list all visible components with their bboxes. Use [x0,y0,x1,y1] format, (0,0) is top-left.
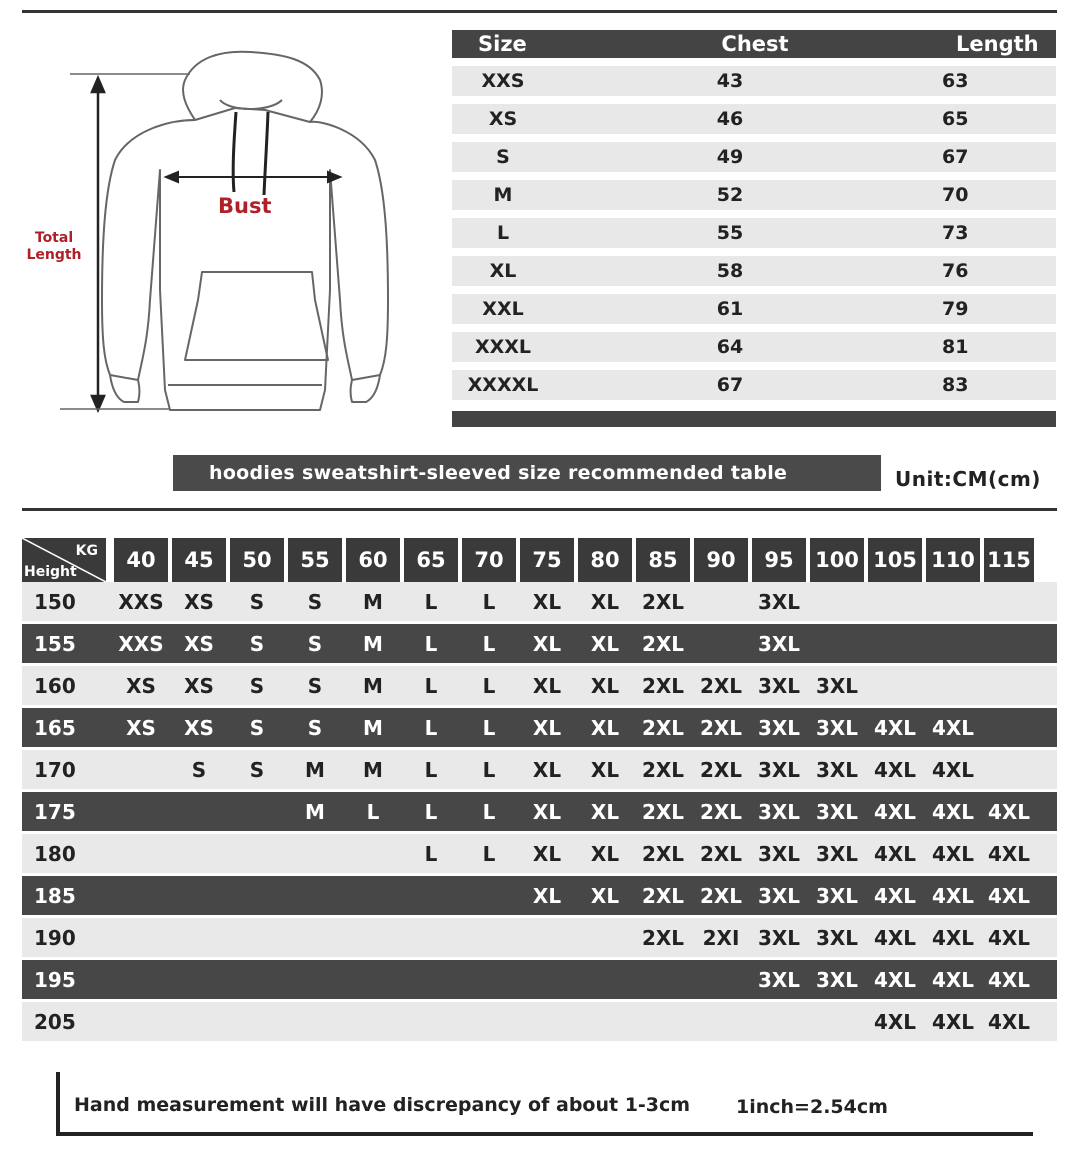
size-recommend-cell: 2XL [699,883,743,908]
weight-header-cell: 105 [868,538,922,582]
height-cell: 150 [34,589,76,614]
size-recommend-cell: 2XL [699,715,743,740]
size-recommend-cell: XL [590,841,620,866]
size-recommend-cell: L [424,631,438,656]
height-row [22,792,1057,831]
size-recommend-cell: S [307,589,323,614]
height-cell: 190 [34,925,76,950]
size-cell: XXXL [474,336,532,358]
size-recommend-cell: 4XL [931,715,975,740]
size-recommend-cell: L [482,841,496,866]
weight-header-cell: 45 [172,538,226,582]
size-recommend-cell: 2XL [641,757,685,782]
size-recommend-cell: 2XL [641,883,685,908]
size-recommend-cell: 3XL [757,757,801,782]
size-recommend-cell: XL [590,883,620,908]
size-recommend-cell: 4XL [873,841,917,866]
size-recommend-cell: XL [532,589,562,614]
chest-cell: 55 [716,222,744,244]
size-recommend-cell: L [482,589,496,614]
size-recommend-cell: 4XL [987,841,1031,866]
size-recommend-cell: 3XL [815,673,859,698]
size-recommend-cell: S [249,715,265,740]
weight-header-cell: 90 [694,538,748,582]
size-recommend-cell: XL [532,673,562,698]
size-recommend-cell: 4XL [931,925,975,950]
size-recommend-cell: S [307,673,323,698]
height-row [22,708,1057,747]
length-cell: 63 [942,70,969,92]
chest-cell: 43 [716,70,744,92]
size-cell: L [496,222,510,244]
size-recommend-cell: S [249,757,265,782]
size-recommend-cell: 2XL [641,589,685,614]
size-cell: XXXXL [467,374,539,396]
corner-height-label: Height [24,564,77,580]
size-recommend-cell: 3XL [815,757,859,782]
size-recommend-cell: 3XL [815,799,859,824]
size-recommend-cell: 3XL [757,967,801,992]
height-cell: 155 [34,631,76,656]
size-recommend-table [22,538,1057,1044]
size-chart-body [452,66,1056,400]
size-recommend-cell: 4XL [931,1009,975,1034]
size-recommend-cell: XL [590,631,620,656]
length-cell: 79 [942,298,969,320]
size-recommend-cell: S [249,589,265,614]
size-recommend-cell: 3XL [757,631,801,656]
size-recommend-cell: 2XL [641,799,685,824]
chest-cell: 58 [716,260,744,282]
inch-conversion-note: 1inch=2.54cm [736,1096,888,1118]
weight-header-cell: 70 [462,538,516,582]
size-chart-table [452,30,1056,427]
weight-header-cell: 115 [984,538,1034,582]
size-recommend-cell: L [424,757,438,782]
size-recommend-cell: S [249,673,265,698]
top-rule [22,10,1057,13]
length-cell: 65 [942,108,969,130]
size-recommend-cell: 4XL [873,715,917,740]
size-recommend-cell: 4XL [873,967,917,992]
weight-header-cell: 80 [578,538,632,582]
total-length-word-1: Total [34,230,74,246]
size-chart-header [452,30,1056,58]
size-recommend-cell: S [307,715,323,740]
size-recommend-cell: 3XL [815,841,859,866]
size-recommend-cell: L [424,589,438,614]
height-row [22,1002,1057,1041]
size-recommend-cell: 3XL [815,883,859,908]
size-recommend-cell: XL [532,883,562,908]
weight-header-cell: 60 [346,538,400,582]
bust-label: Bust [218,194,272,218]
weight-header-cell: 50 [230,538,284,582]
size-recommend-cell: L [366,799,380,824]
size-recommend-cell: XL [590,589,620,614]
size-chart-footer-bar [452,411,1056,427]
size-recommend-cell: XS [184,673,214,698]
size-recommend-cell: 3XL [815,715,859,740]
length-cell: 83 [942,374,969,396]
size-recommend-cell: L [482,631,496,656]
weight-header-cell: 65 [404,538,458,582]
size-recommend-cell: XL [590,757,620,782]
height-cell: 205 [34,1009,76,1034]
length-cell: 67 [942,146,969,168]
size-recommend-cell: XXS [118,589,164,614]
size-recommend-cell: 4XL [987,925,1031,950]
chest-cell: 52 [716,184,744,206]
size-recommend-cell: 4XL [931,799,975,824]
size-recommend-cell: XL [532,757,562,782]
height-cell: 160 [34,673,76,698]
size-cell: M [493,184,513,206]
height-cell: 165 [34,715,76,740]
size-recommend-cell: M [363,757,383,782]
recommend-table-banner: hoodies sweatshirt-sleeved size recommended table [173,455,881,491]
size-recommend-cell: L [482,715,496,740]
chest-cell: 46 [716,108,744,130]
size-recommend-cell: M [305,799,325,824]
height-cell: 195 [34,967,76,992]
weight-header-cell: 40 [114,538,168,582]
size-recommend-cell: 3XL [757,841,801,866]
size-recommend-cell: L [482,799,496,824]
size-row [452,370,1056,400]
size-cell: XXL [482,298,524,320]
size-recommend-cell: L [482,673,496,698]
corner-cell [22,538,106,582]
size-recommend-cell: XL [532,715,562,740]
size-recommend-cell: 3XL [757,799,801,824]
size-recommend-cell: L [424,715,438,740]
size-recommend-cell: 3XL [757,883,801,908]
size-recommend-cell: L [482,757,496,782]
recommend-body [22,582,1057,1041]
size-recommend-cell: 4XL [873,925,917,950]
chest-cell: 49 [716,146,744,168]
height-row [22,666,1057,705]
size-recommend-cell: 2XL [699,757,743,782]
size-recommend-cell: M [363,715,383,740]
height-cell: 175 [34,799,76,824]
size-recommend-cell: 2XI [702,925,740,950]
size-recommend-cell: 4XL [987,799,1031,824]
height-row [22,918,1057,957]
size-row [452,180,1056,210]
size-recommend-cell: 4XL [931,883,975,908]
size-recommend-cell: 2XL [641,925,685,950]
weight-header-cell: 55 [288,538,342,582]
size-recommend-cell: 4XL [931,757,975,782]
size-recommend-cell: L [424,673,438,698]
corner-kg-label: KG [75,543,98,559]
size-recommend-cell: XS [126,673,156,698]
chest-cell: 67 [716,374,744,396]
weight-header-cell: 110 [926,538,980,582]
weight-header-cell: 95 [752,538,806,582]
size-recommend-cell: 2XL [641,673,685,698]
middle-rule [22,508,1057,511]
size-cell: XS [488,108,518,130]
size-row [452,104,1056,134]
size-recommend-cell: 3XL [815,925,859,950]
unit-label: Unit:CM(cm) [895,467,1041,491]
size-row [452,142,1056,172]
size-recommend-cell: 4XL [873,799,917,824]
size-recommend-cell: M [305,757,325,782]
size-row [452,332,1056,362]
height-row [22,582,1057,621]
size-recommend-cell: 4XL [931,967,975,992]
size-recommend-cell: 2XL [641,841,685,866]
size-recommend-cell: 3XL [815,967,859,992]
size-recommend-cell: 4XL [931,841,975,866]
height-row [22,834,1057,873]
size-recommend-cell: 3XL [757,925,801,950]
size-recommend-cell: XXS [118,631,164,656]
size-recommend-cell: 4XL [987,883,1031,908]
size-cell: S [496,146,510,168]
size-recommend-cell: M [363,631,383,656]
size-row [452,294,1056,324]
size-row [452,66,1056,96]
size-row [452,218,1056,248]
size-recommend-cell: XL [590,799,620,824]
size-recommend-cell: 4XL [987,967,1031,992]
size-recommend-cell: 4XL [987,1009,1031,1034]
total-length-word-2: Length [26,247,82,263]
height-row [22,876,1057,915]
size-recommend-cell: S [249,631,265,656]
discrepancy-note: Hand measurement will have discrepancy of about 1-3cm [74,1094,691,1116]
size-recommend-cell: XL [532,841,562,866]
length-cell: 76 [942,260,969,282]
header-size: Size [478,32,527,56]
chest-cell: 61 [716,298,744,320]
size-recommend-cell: XL [590,673,620,698]
size-recommend-cell: 3XL [757,589,801,614]
size-recommend-cell: 4XL [873,883,917,908]
footnote-box [56,1072,1033,1136]
height-row [22,960,1057,999]
length-cell: 70 [942,184,969,206]
length-cell: 81 [942,336,969,358]
size-cell: XL [489,260,517,282]
height-cell: 180 [34,841,76,866]
size-recommend-cell: 3XL [757,715,801,740]
height-cell: 185 [34,883,76,908]
size-recommend-cell: XS [184,589,214,614]
size-recommend-cell: XL [590,715,620,740]
size-recommend-cell: M [363,673,383,698]
chest-cell: 64 [716,336,744,358]
weight-header-row [22,538,1057,582]
size-cell: XXS [481,70,525,92]
height-row [22,624,1057,663]
size-recommend-cell: L [424,841,438,866]
size-recommend-cell: 4XL [873,757,917,782]
size-recommend-cell: 2XL [641,631,685,656]
size-recommend-cell: 2XL [699,841,743,866]
height-cell: 170 [34,757,76,782]
size-row [452,256,1056,286]
size-recommend-cell: XS [126,715,156,740]
weight-header-cell: 85 [636,538,690,582]
header-chest: Chest [721,32,789,56]
size-recommend-cell: 2XL [641,715,685,740]
weight-header-cell: 100 [810,538,864,582]
size-recommend-cell: M [363,589,383,614]
size-recommend-cell: XS [184,631,214,656]
size-recommend-cell: XL [532,631,562,656]
size-recommend-cell: 2XL [699,799,743,824]
header-length: Length [956,32,1039,56]
length-cell: 73 [942,222,969,244]
size-recommend-cell: S [307,631,323,656]
weight-header-cell: 75 [520,538,574,582]
size-recommend-cell: 4XL [873,1009,917,1034]
size-recommend-cell: 2XL [699,673,743,698]
total-length-label [24,230,84,264]
size-recommend-cell: 3XL [757,673,801,698]
height-row [22,750,1057,789]
size-recommend-cell: L [424,799,438,824]
size-recommend-cell: XS [184,715,214,740]
size-recommend-cell: XL [532,799,562,824]
size-recommend-cell: S [191,757,207,782]
